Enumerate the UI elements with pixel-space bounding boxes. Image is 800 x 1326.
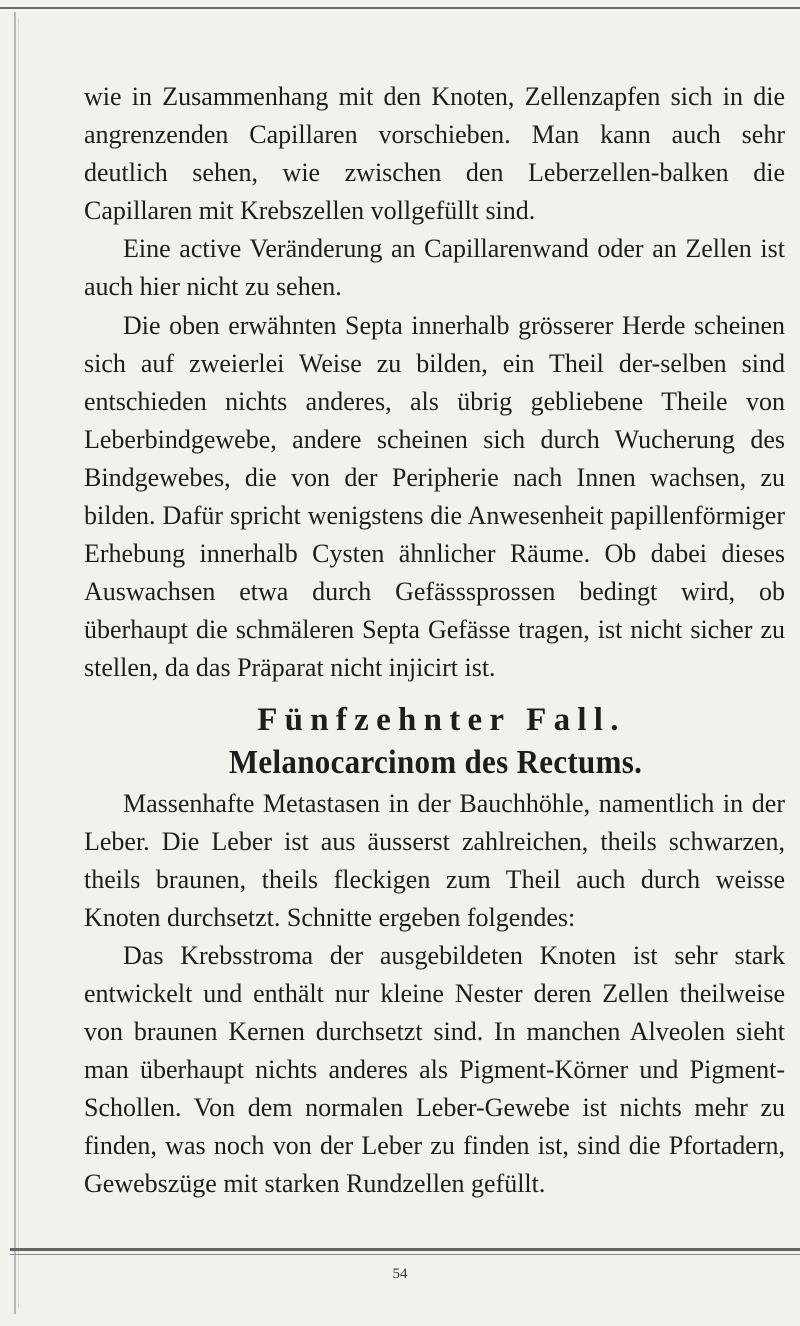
page-number: 54 xyxy=(392,1266,408,1282)
top-rule xyxy=(0,7,800,9)
paragraph-5: Das Krebsstroma der ausgebildeten Knoten ist sehr stark entwickelt und enthält nur kleine Nester deren Zellen theilweise von braunen Kernen durchsetzt sind. In manchen Alveolen sieht man überhaupt nichts anderes als Pigment-Körner und Pigment-Schollen. Von dem normalen Leber-Gewebe ist nichts mehr zu finden, was noch von der Leber zu finden ist, sind die Pfortadern, Gewebszüge mit starken Rundzellen gefüllt. xyxy=(84,940,785,1199)
section-subheading: Melanocarcinom des Rectums. xyxy=(228,742,643,780)
left-margin-rule-inner xyxy=(18,18,19,1308)
bottom-rule xyxy=(10,1248,800,1251)
section-heading: Fünfzehnter Fall. xyxy=(257,701,626,738)
bottom-rule-thin xyxy=(10,1254,800,1255)
paragraph-4: Massenhafte Metastasen in der Bauchhöhle, namentlich in der Leber. Die Leber ist aus äusserst zahlreichen, theils schwarzen, theils braunen, theils fleckigen zum Theil auch durch weisse Knoten durchsetzt. Schnitte ergeben folgendes: xyxy=(84,788,785,932)
paragraph-3: Die oben erwähnten Septa innerhalb grösserer Herde scheinen sich auf zweierlei Weise zu bilden, ein Theil der-selben sind entschieden nichts anderes, als übrig gebliebene Theile von Leberbindgewebe, andere scheinen sich durch Wucherung des Bindgewebes, die von der Peripherie nach Innen wachsen, zu bilden. Dafür spricht wenigstens die Anwesenheit papillenförmiger Erhebung innerhalb Cysten ähnlicher Räume. Ob dabei dieses Auswachsen etwa durch Gefässsprossen bedingt wird, ob überhaupt die schmäleren Septa Gefässe tragen, ist nicht sicher zu stellen, da das Präparat nicht injicirt ist. xyxy=(84,310,785,683)
paragraph-1: wie in Zusammenhang mit den Knoten, Zellenzapfen sich in die angrenzenden Capillaren vorschieben. Man kann auch sehr deutlich sehen, wie zwischen den Leberzellen-balken die Capillaren mit Krebszellen vollgefüllt sind. xyxy=(84,82,785,226)
page-text-block xyxy=(84,78,785,1204)
left-margin-rule xyxy=(14,12,16,1314)
paragraph-2: Eine active Veränderung an Capillarenwand oder an Zellen ist auch hier nicht zu sehen. xyxy=(84,234,785,302)
